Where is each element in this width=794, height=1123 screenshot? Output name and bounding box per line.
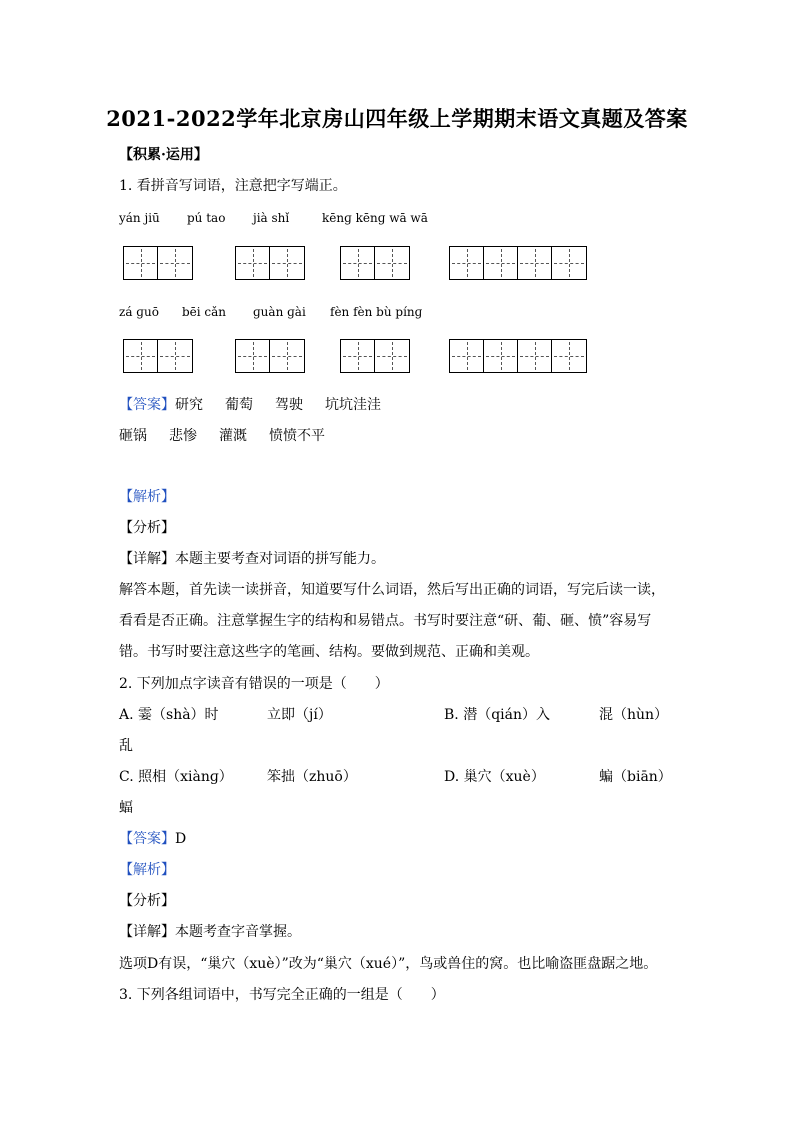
answer-word: 愤愤不平 (269, 428, 325, 444)
detail-text: 本题主要考查对词语的拼写能力。 (175, 551, 385, 567)
q1-pinyin-2: pú tao (187, 211, 226, 225)
q2-detail (119, 922, 301, 942)
q3-stem: 3. 下列各组词语中，书写完全正确的一组是（ ） (119, 987, 445, 1003)
q2-option-d-2: 蝙（biān） (599, 769, 672, 785)
q2-option-b-2: 混（hùn） (599, 707, 669, 723)
answer-label: 【答案】 (119, 397, 175, 413)
q1-paragraph-line-1: 解答本题，首先读一读拼音，知道要写什么词语，然后写出正确的词语，写完后读一读， (119, 582, 665, 598)
q1-pinyin-8: fèn fèn bù pínɡ (330, 305, 423, 319)
writing-grid (235, 246, 305, 280)
q1-stem: 1. 看拼音写词语，注意把字写端正。 (119, 178, 347, 194)
section-heading: 【积累·运用】 (119, 147, 208, 163)
q1-pinyin-5: zá ɡuō (119, 305, 159, 319)
q1-pinyin-1: yán jiū (119, 211, 160, 225)
q1-fenxi-label: 【分析】 (119, 520, 175, 536)
q2-analysis-label: 【解析】 (119, 862, 175, 878)
detail-label: 【详解】 (119, 551, 175, 567)
q1-paragraph-line-2: 看看是否正确。注意掌握生字的结构和易错点。书写时要注意“研、葡、砸、愤”容易写 (119, 613, 652, 629)
answer-word: 砸锅 (119, 428, 147, 444)
q2-fenxi-label: 【分析】 (119, 893, 175, 909)
q2-explanation: 选项D有误，“巢穴（xuè）”改为“巢穴（xué）”，鸟或兽住的窝。也比喻盗匪盘踞之地。 (119, 956, 658, 972)
writing-grid (235, 339, 305, 373)
q1-paragraph-line-3: 错。书写时要注意这些字的笔画、结构。要做到规范、正确和美观。 (119, 644, 539, 660)
writing-grid (340, 339, 410, 373)
q2-option-c-1: C. 照相（xiànɡ） (119, 769, 233, 785)
answer-value: D (175, 831, 187, 847)
q2-option-c-2: 笨拙（zhuō） (267, 769, 357, 785)
q1-answer-row-2 (119, 425, 347, 445)
writing-grid (340, 246, 410, 280)
writing-grid (449, 246, 587, 280)
answer-word: 悲惨 (169, 428, 197, 444)
writing-grid (123, 246, 193, 280)
q1-pinyin-4: kēnɡ kēnɡ wā wā (322, 211, 428, 225)
q2-answer (119, 829, 186, 849)
q2-option-d-1: D. 巢穴（xuè） (444, 769, 545, 785)
answer-word: 坑坑洼洼 (325, 397, 381, 413)
answer-word: 驾驶 (275, 397, 303, 413)
q1-analysis-label: 【解析】 (119, 489, 175, 505)
q2-stem: 2. 下列加点字读音有错误的一项是（ ） (119, 676, 389, 692)
q1-pinyin-3: jià shǐ (253, 211, 290, 225)
detail-label: 【详解】 (119, 924, 175, 940)
q1-pinyin-7: ɡuàn ɡài (253, 305, 306, 319)
q2-option-b-wrap: 乱 (119, 738, 133, 754)
writing-grid (449, 339, 587, 373)
page-title: 2021-2022学年北京房山四年级上学期期末语文真题及答案 (106, 106, 688, 131)
answer-word: 研究 (175, 397, 203, 413)
q1-detail (119, 549, 385, 569)
q1-pinyin-6: bēi cǎn (182, 305, 227, 319)
answer-label: 【答案】 (119, 831, 175, 847)
answer-word: 灌溉 (219, 428, 247, 444)
q2-option-b-1: B. 潜（qián）入 (444, 707, 550, 723)
q2-option-a-2: 立即（jí） (267, 707, 332, 723)
q2-option-a-1: A. 霎（shà）时 (119, 707, 219, 723)
q1-answer-row-1 (119, 394, 403, 414)
q2-option-d-wrap: 蝠 (119, 800, 133, 816)
detail-text: 本题考查字音掌握。 (175, 924, 301, 940)
writing-grid (123, 339, 193, 373)
answer-word: 葡萄 (225, 397, 253, 413)
